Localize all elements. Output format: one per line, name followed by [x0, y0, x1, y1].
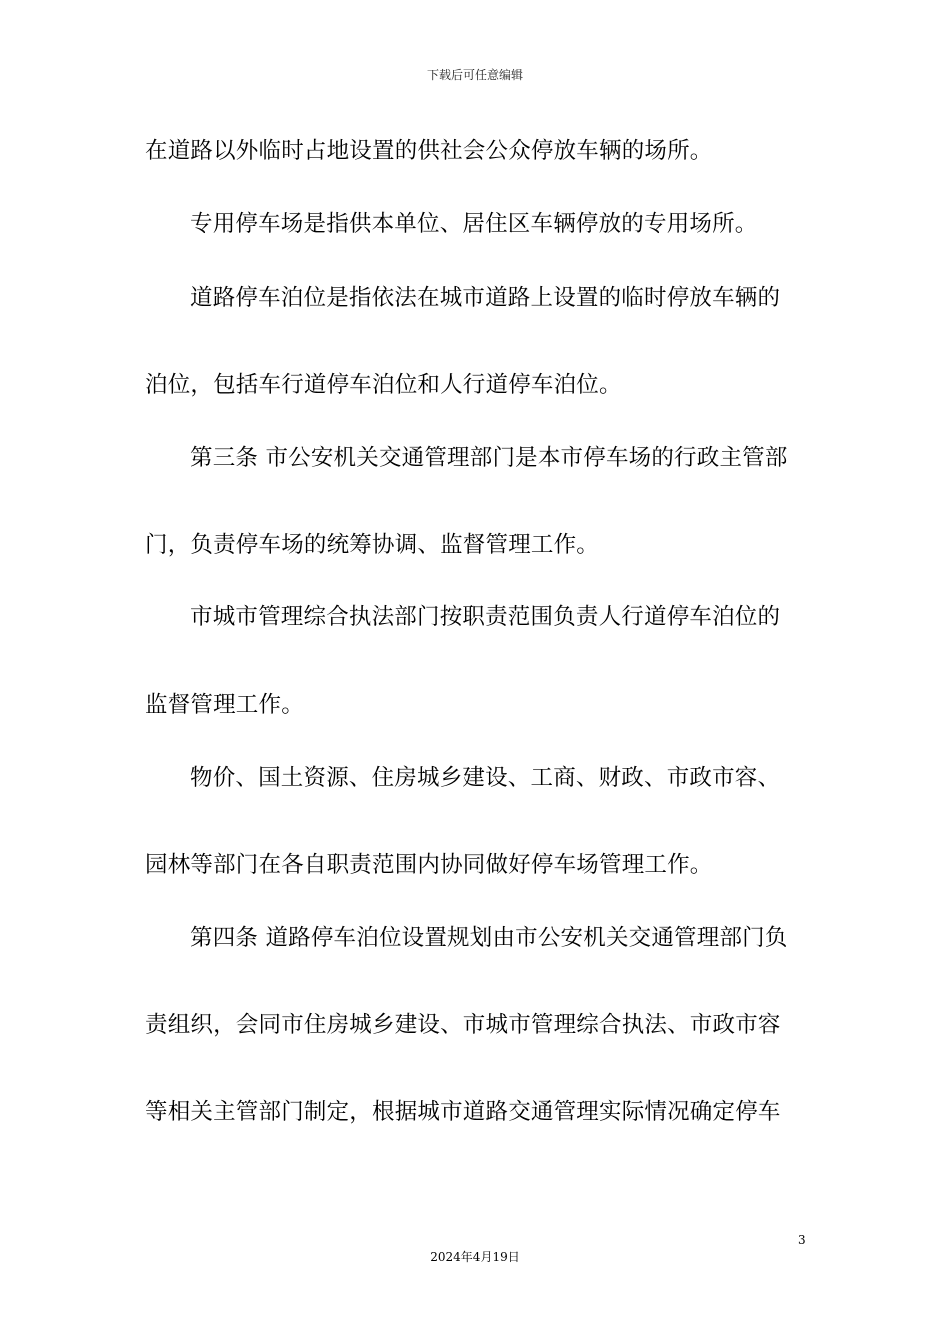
text-line: 在道路以外临时占地设置的供社会公众停放车辆的场所。 [145, 138, 713, 164]
text-line: 第三条 市公安机关交通管理部门是本市停车场的行政主管部 [190, 445, 788, 471]
text-line: 等相关主管部门制定，根据城市道路交通管理实际情况确定停车 [145, 1099, 781, 1125]
footer-date: 2024年4月19日 [430, 1250, 520, 1264]
text-line: 门，负责停车场的统筹协调、监督管理工作。 [145, 532, 600, 558]
text-line: 第四条 道路停车泊位设置规划由市公安机关交通管理部门负 [190, 925, 788, 951]
text-line: 物价、国土资源、住房城乡建设、工商、财政、市政市容、 [190, 765, 781, 791]
text-line: 道路停车泊位是指依法在城市道路上设置的临时停放车辆的 [190, 285, 781, 311]
text-line: 专用停车场是指供本单位、居住区车辆停放的专用场所。 [190, 211, 758, 237]
text-line: 责组织，会同市住房城乡建设、市城市管理综合执法、市政市容 [145, 1012, 781, 1038]
text-line: 市城市管理综合执法部门按职责范围负责人行道停车泊位的 [190, 604, 781, 630]
text-line: 园林等部门在各自职责范围内协同做好停车场管理工作。 [145, 852, 713, 878]
text-line: 监督管理工作。 [145, 692, 304, 718]
page-number: 3 [798, 1233, 806, 1247]
text-line: 泊位，包括车行道停车泊位和人行道停车泊位。 [145, 372, 622, 398]
page-header: 下载后可任意编辑 [426, 68, 523, 82]
